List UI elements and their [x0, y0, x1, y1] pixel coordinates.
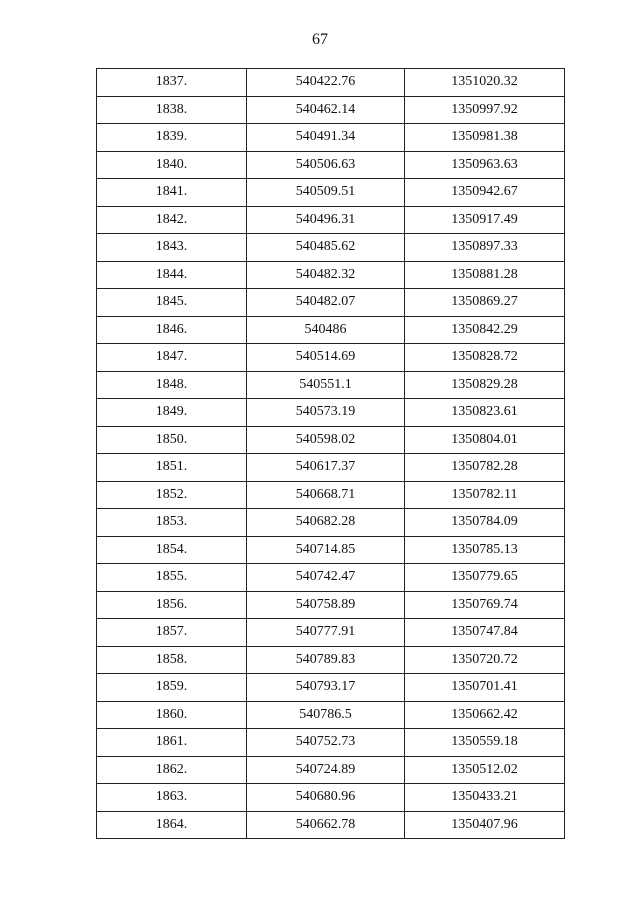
- x-coordinate-cell: 540680.96: [247, 784, 405, 812]
- y-coordinate-cell: 1350769.74: [405, 591, 565, 619]
- y-coordinate-cell: 1350828.72: [405, 344, 565, 372]
- table-row: [97, 536, 565, 564]
- point-number-cell: 1854.: [97, 536, 247, 564]
- x-coordinate-cell: 540509.51: [247, 179, 405, 207]
- x-coordinate-cell: 540551.1: [247, 371, 405, 399]
- x-coordinate-cell: 540482.07: [247, 289, 405, 317]
- table-row: [97, 756, 565, 784]
- y-coordinate-cell: 1350963.63: [405, 151, 565, 179]
- y-coordinate-cell: 1350981.38: [405, 124, 565, 152]
- point-number-cell: 1863.: [97, 784, 247, 812]
- x-coordinate-cell: 540573.19: [247, 399, 405, 427]
- x-coordinate-cell: 540462.14: [247, 96, 405, 124]
- y-coordinate-cell: 1350720.72: [405, 646, 565, 674]
- x-coordinate-cell: 540777.91: [247, 619, 405, 647]
- table-row: [97, 261, 565, 289]
- coordinates-table-body: [97, 69, 565, 839]
- table-row: [97, 96, 565, 124]
- x-coordinate-cell: 540758.89: [247, 591, 405, 619]
- x-coordinate-cell: 540714.85: [247, 536, 405, 564]
- table-row: [97, 646, 565, 674]
- point-number-cell: 1862.: [97, 756, 247, 784]
- table-row: [97, 371, 565, 399]
- x-coordinate-cell: 540742.47: [247, 564, 405, 592]
- point-number-cell: 1850.: [97, 426, 247, 454]
- x-coordinate-cell: 540514.69: [247, 344, 405, 372]
- x-coordinate-cell: 540496.31: [247, 206, 405, 234]
- table-row: [97, 591, 565, 619]
- x-coordinate-cell: 540752.73: [247, 729, 405, 757]
- coordinates-table: [96, 68, 565, 839]
- x-coordinate-cell: 540486: [247, 316, 405, 344]
- y-coordinate-cell: 1350747.84: [405, 619, 565, 647]
- x-coordinate-cell: 540682.28: [247, 509, 405, 537]
- y-coordinate-cell: 1350829.28: [405, 371, 565, 399]
- table-row: [97, 344, 565, 372]
- x-coordinate-cell: 540506.63: [247, 151, 405, 179]
- point-number-cell: 1849.: [97, 399, 247, 427]
- y-coordinate-cell: 1350779.65: [405, 564, 565, 592]
- point-number-cell: 1839.: [97, 124, 247, 152]
- y-coordinate-cell: 1350512.02: [405, 756, 565, 784]
- y-coordinate-cell: 1350823.61: [405, 399, 565, 427]
- table-row: [97, 69, 565, 97]
- y-coordinate-cell: 1350782.11: [405, 481, 565, 509]
- x-coordinate-cell: 540617.37: [247, 454, 405, 482]
- y-coordinate-cell: 1350701.41: [405, 674, 565, 702]
- y-coordinate-cell: 1350559.18: [405, 729, 565, 757]
- point-number-cell: 1864.: [97, 811, 247, 839]
- point-number-cell: 1857.: [97, 619, 247, 647]
- y-coordinate-cell: 1350784.09: [405, 509, 565, 537]
- x-coordinate-cell: 540668.71: [247, 481, 405, 509]
- point-number-cell: 1851.: [97, 454, 247, 482]
- x-coordinate-cell: 540598.02: [247, 426, 405, 454]
- table-row: [97, 481, 565, 509]
- x-coordinate-cell: 540422.76: [247, 69, 405, 97]
- point-number-cell: 1846.: [97, 316, 247, 344]
- x-coordinate-cell: 540662.78: [247, 811, 405, 839]
- table-row: [97, 151, 565, 179]
- page-number: 67: [312, 31, 328, 48]
- x-coordinate-cell: 540786.5: [247, 701, 405, 729]
- point-number-cell: 1861.: [97, 729, 247, 757]
- point-number-cell: 1847.: [97, 344, 247, 372]
- y-coordinate-cell: 1350897.33: [405, 234, 565, 262]
- table-row: [97, 701, 565, 729]
- x-coordinate-cell: 540491.34: [247, 124, 405, 152]
- y-coordinate-cell: 1351020.32: [405, 69, 565, 97]
- x-coordinate-cell: 540789.83: [247, 646, 405, 674]
- table-row: [97, 729, 565, 757]
- y-coordinate-cell: 1350869.27: [405, 289, 565, 317]
- table-row: [97, 234, 565, 262]
- point-number-cell: 1842.: [97, 206, 247, 234]
- table-row: [97, 564, 565, 592]
- table-row: [97, 206, 565, 234]
- point-number-cell: 1838.: [97, 96, 247, 124]
- table-row: [97, 454, 565, 482]
- point-number-cell: 1855.: [97, 564, 247, 592]
- y-coordinate-cell: 1350662.42: [405, 701, 565, 729]
- table-row: [97, 674, 565, 702]
- table-row: [97, 811, 565, 839]
- point-number-cell: 1853.: [97, 509, 247, 537]
- point-number-cell: 1845.: [97, 289, 247, 317]
- table-row: [97, 426, 565, 454]
- y-coordinate-cell: 1350407.96: [405, 811, 565, 839]
- point-number-cell: 1858.: [97, 646, 247, 674]
- y-coordinate-cell: 1350881.28: [405, 261, 565, 289]
- table-row: [97, 289, 565, 317]
- y-coordinate-cell: 1350917.49: [405, 206, 565, 234]
- y-coordinate-cell: 1350804.01: [405, 426, 565, 454]
- table-row: [97, 399, 565, 427]
- y-coordinate-cell: 1350942.67: [405, 179, 565, 207]
- y-coordinate-cell: 1350785.13: [405, 536, 565, 564]
- y-coordinate-cell: 1350782.28: [405, 454, 565, 482]
- table-row: [97, 124, 565, 152]
- point-number-cell: 1840.: [97, 151, 247, 179]
- point-number-cell: 1860.: [97, 701, 247, 729]
- point-number-cell: 1852.: [97, 481, 247, 509]
- point-number-cell: 1844.: [97, 261, 247, 289]
- table-row: [97, 179, 565, 207]
- point-number-cell: 1848.: [97, 371, 247, 399]
- x-coordinate-cell: 540793.17: [247, 674, 405, 702]
- x-coordinate-cell: 540482.32: [247, 261, 405, 289]
- table-row: [97, 509, 565, 537]
- y-coordinate-cell: 1350997.92: [405, 96, 565, 124]
- y-coordinate-cell: 1350842.29: [405, 316, 565, 344]
- point-number-cell: 1856.: [97, 591, 247, 619]
- point-number-cell: 1843.: [97, 234, 247, 262]
- table-row: [97, 316, 565, 344]
- table-row: [97, 784, 565, 812]
- x-coordinate-cell: 540724.89: [247, 756, 405, 784]
- table-row: [97, 619, 565, 647]
- point-number-cell: 1841.: [97, 179, 247, 207]
- point-number-cell: 1837.: [97, 69, 247, 97]
- point-number-cell: 1859.: [97, 674, 247, 702]
- y-coordinate-cell: 1350433.21: [405, 784, 565, 812]
- x-coordinate-cell: 540485.62: [247, 234, 405, 262]
